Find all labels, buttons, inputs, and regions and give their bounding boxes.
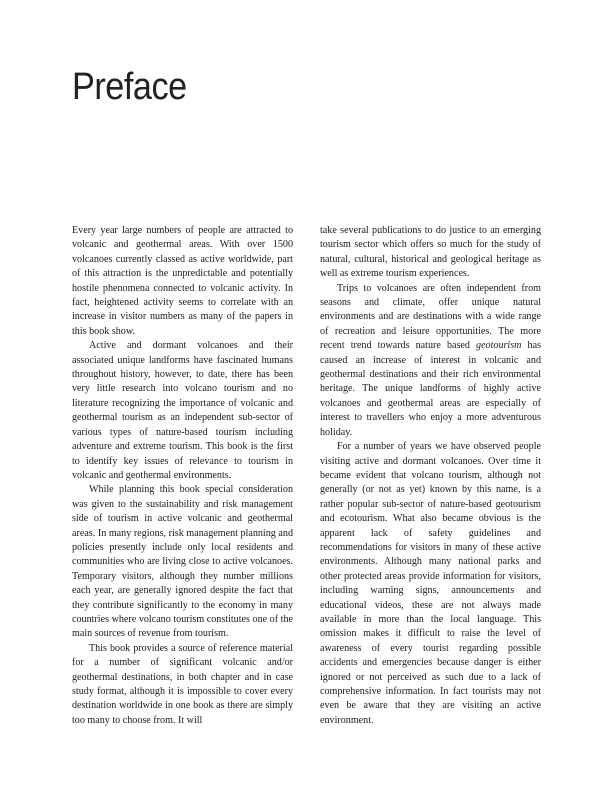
paragraph-5-text-after: has caused an increase of interest in volcanic and geothermal destinations and their rich environmental heritage. The unique landforms of highly active volcanoes and geothermal areas are especially of interest to travellers who enjoy a more adventurous holiday. bbox=[320, 340, 542, 438]
paragraph-5-text-before: Trips to volcanoes are often independent from seasons and climate, offer unique natural environments and are destinations with a wide range of recreation and leisure opportunities. The more recent trend towards nature based bbox=[320, 282, 541, 352]
paragraph-4: This book provides a source of reference material for a number of significant volcanic and/or geothermal destinations, in both chapter and in case study format, although it is impossible to cover every destination worldwide in one book as there are simply too many to choose from. It will bbox=[72, 642, 293, 726]
paragraph-6: For a number of years we have observed people visiting active and dormant volcanoes. Over time it became evident that volcano tourism, although not generally (or not as yet) known by this name, is a rather popular sub-sector of nature-based geotourism and ecotourism. What also became obvious is the apparent lack of safety guidelines and recommendations for visitors in many of these active environments. Although many national parks and other protected areas provide information for visitors, including warning signs, announcements and educational videos, these are not always made available in more than the local language. This omission makes it difficult to raise the level of awareness of every tourist regarding possible accidents and emergencies because danger is either ignored or not perceived as such due to a lack of comprehensive information. In fact tourists may not even be aware that they are visiting an active environment. bbox=[320, 441, 541, 726]
paragraph-4-continued: take several publications to do justice to an emerging tourism sector which offers so much for the study of natural, cultural, historical and geological heritage as well as extreme tourism experiences. bbox=[320, 225, 541, 280]
right-column bbox=[320, 224, 541, 728]
paragraph-1: Every year large numbers of people are attracted to volcanic and geothermal areas. With over 1500 volcanoes currently classed as active worldwide, part of this attraction is the unpredictable and potentially hostile phenomena connected to volcanic activity. In fact, heightened activity seems to correlate with an increase in visitor numbers as many of the papers in this book show. bbox=[72, 225, 293, 337]
geotourism-term: geotourism bbox=[476, 340, 522, 352]
left-column bbox=[72, 224, 293, 728]
paragraph-5 bbox=[320, 282, 541, 440]
paragraph-2: Active and dormant volcanoes and their associated unique landforms have fascinated humans throughout history, however, to date, there has been very little research into volcano tourism and no literature recognizing the importance of volcanic and geothermal tourism as an independent sub-sector of various types of nature-based tourism including adventure and extreme tourism. This book is the first to identify key issues of relevance to tourism in volcanic and geothermal environments. bbox=[72, 340, 293, 481]
paragraph-3: While planning this book special consideration was given to the sustainability and risk management side of tourism in active volcanic and geothermal areas. In many regions, risk management planning and policies presently include only local residents and communities who are living close to active volcanoes. Temporary visitors, although they number millions each year, are generally ignored despite the fact that they contribute significantly to the economy in many countries where volcano tourism constitutes one of the main sources of revenue from tourism. bbox=[72, 484, 293, 640]
page-title: Preface bbox=[72, 66, 187, 108]
